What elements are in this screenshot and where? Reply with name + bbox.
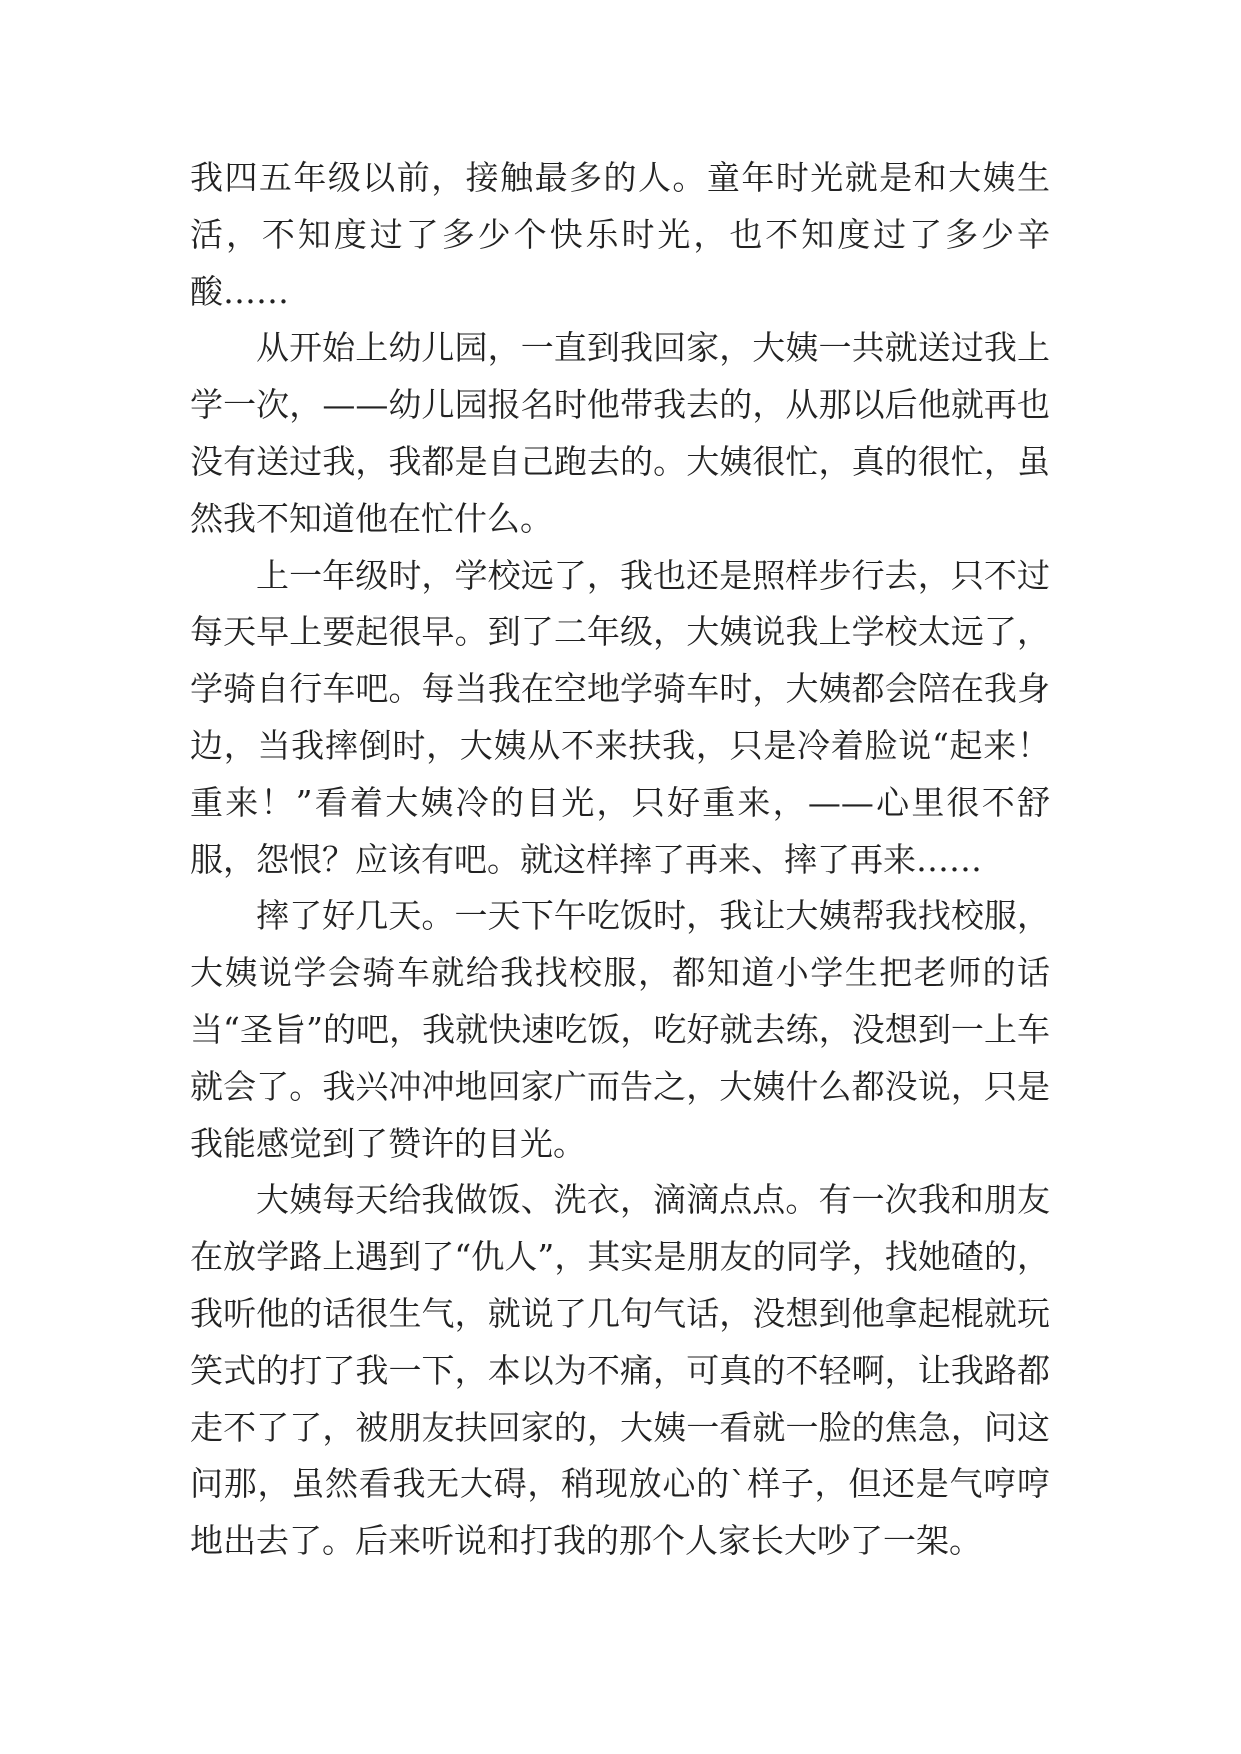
paragraph-2: 从开始上幼儿园，一直到我回家，大姨一共就送过我上学一次，——幼儿园报名时他带我去的，从那以后他就再也没有送过我，我都是自己跑去的。大姨很忙，真的很忙，虽然我不知道他在忙什么。: [190, 328, 1050, 538]
paragraph-5: 大姨每天给我做饭、洗衣，滴滴点点。有一次我和朋友在放学路上遇到了“仇人”，其实是朋友的同学，找她碴的，我听他的话很生气，就说了几句气话，没想到他拿起棍就玩笑式的打了我一下，本以为不痛，可真的不轻啊，让我路都走不了了，被朋友扶回家的，大姨一看就一脸的焦急，问这问那，虽然看我无大碍，稍现放心的`样子，但还是气哼哼地出去了。后来听说和打我的那个人家长大吵了一架。: [190, 1180, 1050, 1561]
paragraph-1: 我四五年级以前，接触最多的人。童年时光就是和大姨生活，不知度过了多少个快乐时光，也不知度过了多少辛酸……: [190, 158, 1050, 311]
document-page: [190, 150, 1050, 1570]
paragraph-3: 上一年级时，学校远了，我也还是照样步行去，只不过每天早上要起很早。到了二年级，大姨说我上学校太远了，学骑自行车吧。每当我在空地学骑车时，大姨都会陪在我身边，当我摔倒时，大姨从不来扶我，只是冷着脸说“起来！重来！”看着大姨冷的目光，只好重来，——心里很不舒服，怨恨？应该有吧。就这样摔了再来、摔了再来……: [190, 555, 1050, 879]
paragraph-4: 摔了好几天。一天下午吃饭时，我让大姨帮我找校服，大姨说学会骑车就给我找校服，都知道小学生把老师的话当“圣旨”的吧，我就快速吃饭，吃好就去练，没想到一上车就会了。我兴冲冲地回家广而告之，大姨什么都没说，只是我能感觉到了赞许的目光。: [190, 896, 1050, 1163]
